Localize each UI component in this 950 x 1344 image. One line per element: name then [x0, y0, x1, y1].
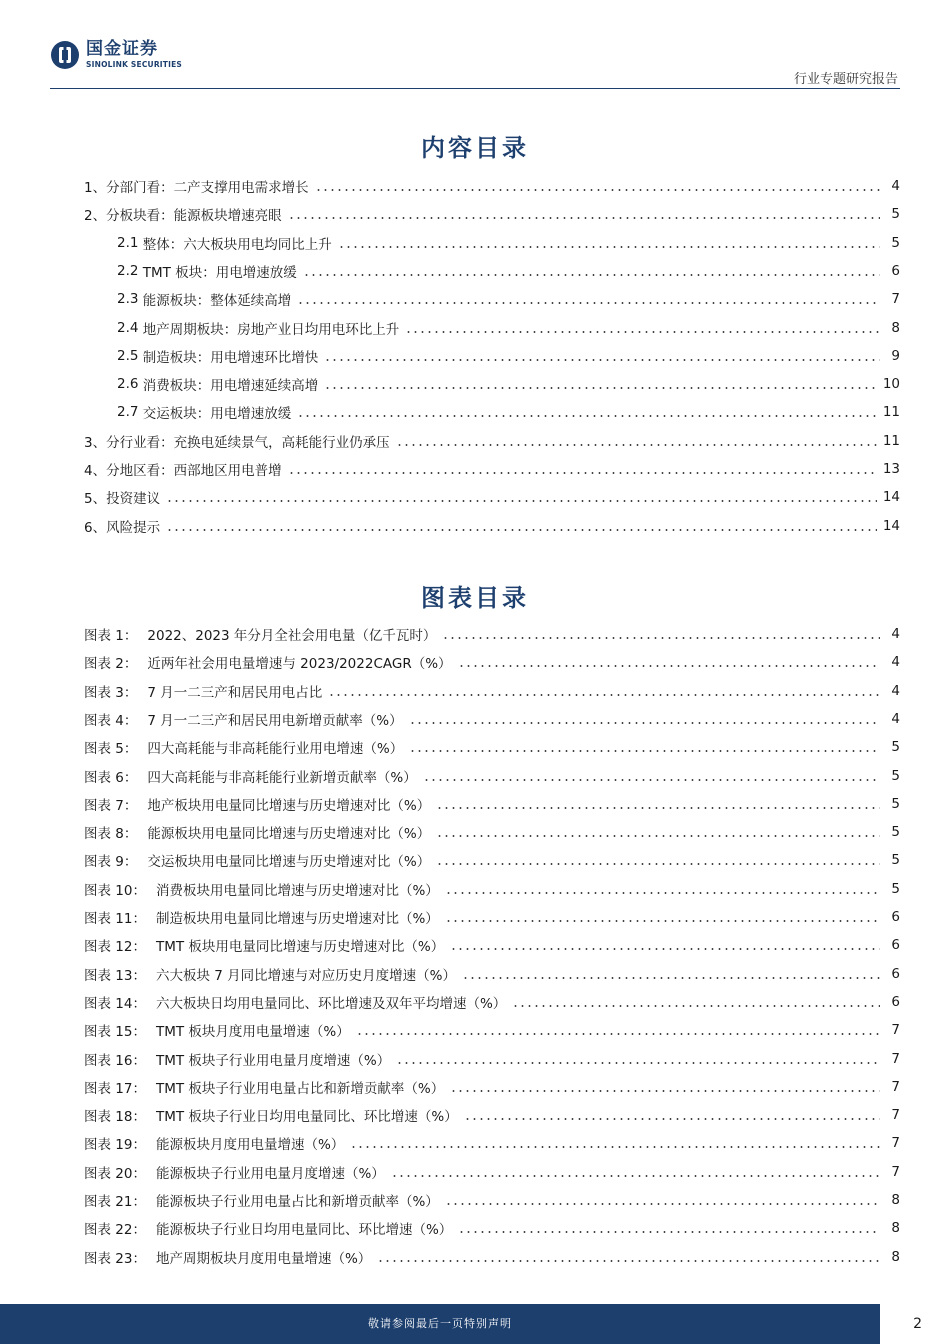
entry-number: 2.2	[117, 262, 143, 279]
entry-number: 图表 14：	[84, 995, 146, 1012]
dot-leader	[324, 359, 880, 361]
entry-page-number: 4	[891, 626, 900, 642]
figure-entry[interactable]	[84, 1190, 900, 1210]
entry-title: 能源板块子行业日均用电量同比、环比增速（%）	[155, 1222, 453, 1239]
entry-page-number: 5	[891, 206, 900, 223]
figure-entry[interactable]	[84, 1218, 900, 1238]
toc-entry[interactable]	[117, 374, 900, 394]
entry-number: 图表 19：	[84, 1137, 146, 1154]
figure-entry[interactable]	[84, 1162, 900, 1182]
entry-title: 2022、2023 年分月全社会用电量（亿千瓦时）	[147, 628, 437, 644]
entry-page-number: 4	[891, 710, 900, 727]
toc-entry[interactable]	[84, 487, 900, 507]
entry-title: 四大高耗能与非高耗能行业用电增速（%）	[147, 741, 404, 758]
entry-title: 分板块看：能源板块增速亮眼	[106, 208, 282, 225]
entry-title: 六大板块 7 月同比增速与对应历史月度增速（%）	[155, 967, 456, 984]
dot-leader	[288, 217, 880, 219]
entry-page-number: 7	[891, 1163, 900, 1180]
dot-leader	[436, 863, 880, 865]
entry-title: 地产板块用电量同比增速与历史增速对比（%）	[147, 797, 431, 814]
entry-title: 能源板块子行业用电量占比和新增贡献率（%）	[155, 1194, 439, 1210]
entry-page-number: 9	[891, 347, 900, 364]
entry-title: 能源板块：整体延续高增	[142, 293, 292, 310]
entry-number: 图表 12：	[84, 939, 146, 956]
entry-page-number: 13	[882, 461, 900, 477]
entry-title: 四大高耗能与非高耗能行业新增贡献率（%）	[147, 769, 417, 786]
entry-page-number: 7	[891, 1022, 900, 1039]
figure-entry[interactable]	[84, 964, 900, 984]
entry-title: 地产周期板块：房地产业日均用电环比上升	[142, 321, 400, 338]
entry-page-number: 6	[891, 965, 900, 982]
entry-title: 能源板块用电量同比增速与历史增速对比（%）	[147, 826, 431, 843]
dot-leader	[297, 302, 880, 304]
dot-leader	[338, 246, 880, 248]
entry-number: 图表 8：	[84, 826, 138, 843]
dot-leader	[442, 637, 880, 639]
entry-number: 2.7	[117, 404, 143, 421]
dot-leader	[166, 529, 877, 531]
figure-entry[interactable]	[84, 794, 900, 814]
entry-page-number: 7	[891, 1050, 900, 1067]
entry-number: 6、	[84, 519, 107, 536]
dot-leader	[315, 189, 880, 191]
toc-entry[interactable]	[117, 402, 900, 422]
entry-title: 7 月一二三产和居民用电占比	[147, 684, 323, 701]
entry-page-number: 8	[891, 1248, 900, 1265]
entry-page-number: 4	[891, 682, 900, 699]
figure-entry[interactable]	[84, 992, 900, 1012]
figure-entry[interactable]	[84, 879, 900, 899]
figures-title: 图表目录	[421, 583, 529, 612]
entry-page-number: 5	[891, 234, 900, 251]
entry-title: 投资建议	[106, 491, 161, 508]
dot-leader	[436, 807, 880, 809]
toc-entry[interactable]	[84, 176, 900, 196]
entry-number: 2.5	[117, 347, 143, 364]
entry-title: TMT 板块子行业用电量月度增速（%）	[155, 1052, 391, 1069]
dot-leader	[512, 1005, 880, 1007]
figure-entry[interactable]	[84, 624, 900, 644]
entry-page-number: 4	[891, 654, 900, 671]
entry-page-number: 5	[891, 824, 900, 841]
disclaimer-note: 敬请参阅最后一页特别声明	[368, 1317, 512, 1330]
entry-title: 7 月一二三产和居民用电新增贡献率（%）	[147, 712, 403, 729]
figure-entry[interactable]	[84, 935, 900, 955]
entry-title: 消费板块用电量同比增速与历史增速对比（%）	[155, 882, 439, 899]
entry-title: 分行业看：充换电延续景气，高耗能行业仍承压	[106, 434, 390, 451]
entry-page-number: 11	[882, 432, 900, 449]
dot-leader	[356, 1033, 880, 1035]
dot-leader	[391, 1175, 880, 1177]
entry-page-number: 14	[882, 517, 900, 534]
entry-page-number: 7	[891, 1078, 900, 1095]
entry-page-number: 6	[891, 993, 900, 1010]
figure-entry[interactable]	[84, 1105, 900, 1125]
entry-number: 图表 22：	[84, 1222, 146, 1239]
entry-title: 近两年社会用电量增速与 2023/2022CAGR（%）	[147, 656, 452, 673]
figure-entry[interactable]	[84, 907, 900, 927]
entry-title: 交运板块用电量同比增速与历史增速对比（%）	[147, 854, 431, 871]
dot-leader	[303, 274, 880, 276]
entry-number: 1、	[84, 180, 107, 196]
entry-page-number: 8	[891, 319, 900, 336]
entry-number: 图表 23：	[84, 1250, 146, 1267]
dot-leader	[462, 977, 880, 979]
entry-page-number: 4	[891, 178, 900, 194]
entry-title: TMT 板块月度用电量增速（%）	[155, 1024, 350, 1041]
entry-title: 分部门看：二产支撑用电需求增长	[106, 180, 309, 196]
page-header	[0, 0, 950, 90]
dot-leader	[464, 1118, 880, 1120]
entry-page-number: 5	[891, 739, 900, 756]
entry-number: 图表 17：	[84, 1080, 146, 1097]
entry-number: 图表 9：	[84, 854, 138, 871]
entry-title: 整体：六大板块用电均同比上升	[142, 236, 332, 253]
entry-page-number: 6	[891, 909, 900, 925]
entry-title: TMT 板块：用电增速放缓	[142, 264, 297, 281]
figure-entry[interactable]	[84, 822, 900, 842]
entry-number: 4、	[84, 463, 107, 479]
entry-number: 图表 2：	[84, 656, 138, 673]
page-number: 2	[913, 1316, 922, 1332]
dot-leader	[377, 1260, 880, 1262]
figure-entry[interactable]	[84, 737, 900, 757]
dot-leader	[409, 722, 880, 724]
entry-title: TMT 板块用电量同比增速与历史增速对比（%）	[155, 939, 445, 956]
entry-number: 图表 16：	[84, 1052, 146, 1069]
dot-leader	[450, 1090, 880, 1092]
entry-number: 图表 5：	[84, 741, 138, 758]
toc-entry[interactable]	[84, 459, 900, 479]
company-logo	[50, 38, 182, 72]
dot-leader	[396, 1062, 880, 1064]
toc-entry[interactable]	[84, 431, 900, 451]
dot-leader	[405, 331, 880, 333]
entry-title: 制造板块：用电增速环比增快	[142, 349, 319, 366]
entry-number: 2.4	[117, 319, 143, 336]
entry-number: 图表 7：	[84, 797, 138, 814]
entry-page-number: 11	[882, 404, 900, 421]
contents-title: 内容目录	[421, 133, 529, 162]
entry-number: 图表 15：	[84, 1024, 146, 1041]
figure-entry[interactable]	[84, 766, 900, 786]
entry-number: 图表 18：	[84, 1109, 146, 1126]
entry-number: 图表 10：	[84, 882, 146, 899]
entry-page-number: 7	[891, 1135, 900, 1152]
entry-title: 能源板块子行业用电量月度增速（%）	[155, 1165, 385, 1182]
entry-number: 3、	[84, 434, 107, 451]
entry-number: 图表 11：	[84, 911, 146, 927]
entry-page-number: 7	[891, 1107, 900, 1124]
entry-title: 风险提示	[106, 519, 161, 536]
entry-title: 分地区看：西部地区用电普增	[106, 463, 282, 479]
entry-number: 图表 20：	[84, 1165, 146, 1182]
dot-leader	[458, 1231, 880, 1233]
entry-number: 2、	[84, 208, 107, 225]
entry-page-number: 6	[891, 937, 900, 954]
figure-entry[interactable]	[84, 1020, 900, 1040]
dot-leader	[328, 694, 880, 696]
entry-number: 图表 13：	[84, 967, 146, 984]
entry-page-number: 10	[882, 376, 900, 393]
dot-leader	[450, 948, 880, 950]
figure-entry[interactable]	[84, 1077, 900, 1097]
header-divider	[50, 88, 900, 89]
entry-number: 图表 6：	[84, 769, 138, 786]
sinolink-logo-icon	[50, 40, 80, 70]
entry-page-number: 7	[891, 291, 900, 308]
figure-entry[interactable]	[84, 652, 900, 672]
entry-title: TMT 板块子行业日均用电量同比、环比增速（%）	[155, 1109, 458, 1126]
toc-entry[interactable]	[117, 289, 900, 309]
report-type-label: 行业专题研究报告	[793, 72, 898, 87]
figure-entry[interactable]	[84, 681, 900, 701]
dot-leader	[458, 665, 880, 667]
entry-page-number: 5	[891, 795, 900, 812]
toc-entry[interactable]	[117, 318, 900, 338]
entry-number: 2.3	[117, 291, 143, 308]
entry-number: 图表 21：	[84, 1194, 146, 1210]
dot-leader	[445, 892, 880, 894]
entry-page-number: 5	[891, 880, 900, 897]
entry-page-number: 6	[891, 262, 900, 279]
dot-leader	[436, 835, 880, 837]
toc-entry[interactable]	[117, 261, 900, 281]
entry-title: TMT 板块子行业用电量占比和新增贡献率（%）	[155, 1080, 445, 1097]
entry-number: 图表 4：	[84, 712, 138, 729]
entry-number: 图表 1：	[84, 628, 138, 644]
entry-page-number: 14	[882, 489, 900, 506]
toc-entry[interactable]	[84, 516, 900, 536]
entry-number: 2.1	[117, 234, 143, 251]
dot-leader	[288, 472, 877, 474]
entry-page-number: 5	[891, 767, 900, 784]
entry-title: 六大板块日均用电量同比、环比增速及双年平均增速（%）	[155, 995, 507, 1012]
entry-title: 制造板块用电量同比增速与历史增速对比（%）	[155, 911, 439, 927]
dot-leader	[409, 750, 880, 752]
entry-title: 地产周期板块月度用电量增速（%）	[155, 1250, 372, 1267]
entry-page-number: 5	[891, 852, 900, 869]
entry-title: 能源板块月度用电量增速（%）	[155, 1137, 345, 1154]
entry-title: 消费板块：用电增速延续高增	[142, 378, 319, 395]
dot-leader	[297, 415, 877, 417]
figure-entry[interactable]	[84, 1247, 900, 1267]
dot-leader	[324, 387, 877, 389]
dot-leader	[350, 1146, 880, 1148]
figure-entry[interactable]	[84, 1133, 900, 1153]
toc-entry[interactable]	[117, 346, 900, 366]
figure-entry[interactable]	[84, 850, 900, 870]
logo-english-name: SINOLINK SECURITIES	[86, 60, 183, 70]
toc-entry[interactable]	[117, 233, 900, 253]
dot-leader	[166, 500, 877, 502]
toc-entry[interactable]	[84, 204, 900, 224]
dot-leader	[445, 1203, 880, 1205]
dot-leader	[423, 779, 880, 781]
entry-page-number: 8	[891, 1192, 900, 1208]
entry-number: 2.6	[117, 376, 143, 393]
entry-number: 图表 3：	[84, 684, 138, 701]
entry-page-number: 8	[891, 1220, 900, 1237]
page-footer	[0, 1304, 950, 1344]
entry-title: 交运板块：用电增速放缓	[142, 406, 292, 423]
dot-leader	[445, 920, 880, 922]
figure-entry[interactable]	[84, 1049, 900, 1069]
figure-entry[interactable]	[84, 709, 900, 729]
logo-chinese-name: 国金证券	[86, 39, 158, 60]
entry-number: 5、	[84, 491, 107, 508]
dot-leader	[396, 444, 877, 446]
